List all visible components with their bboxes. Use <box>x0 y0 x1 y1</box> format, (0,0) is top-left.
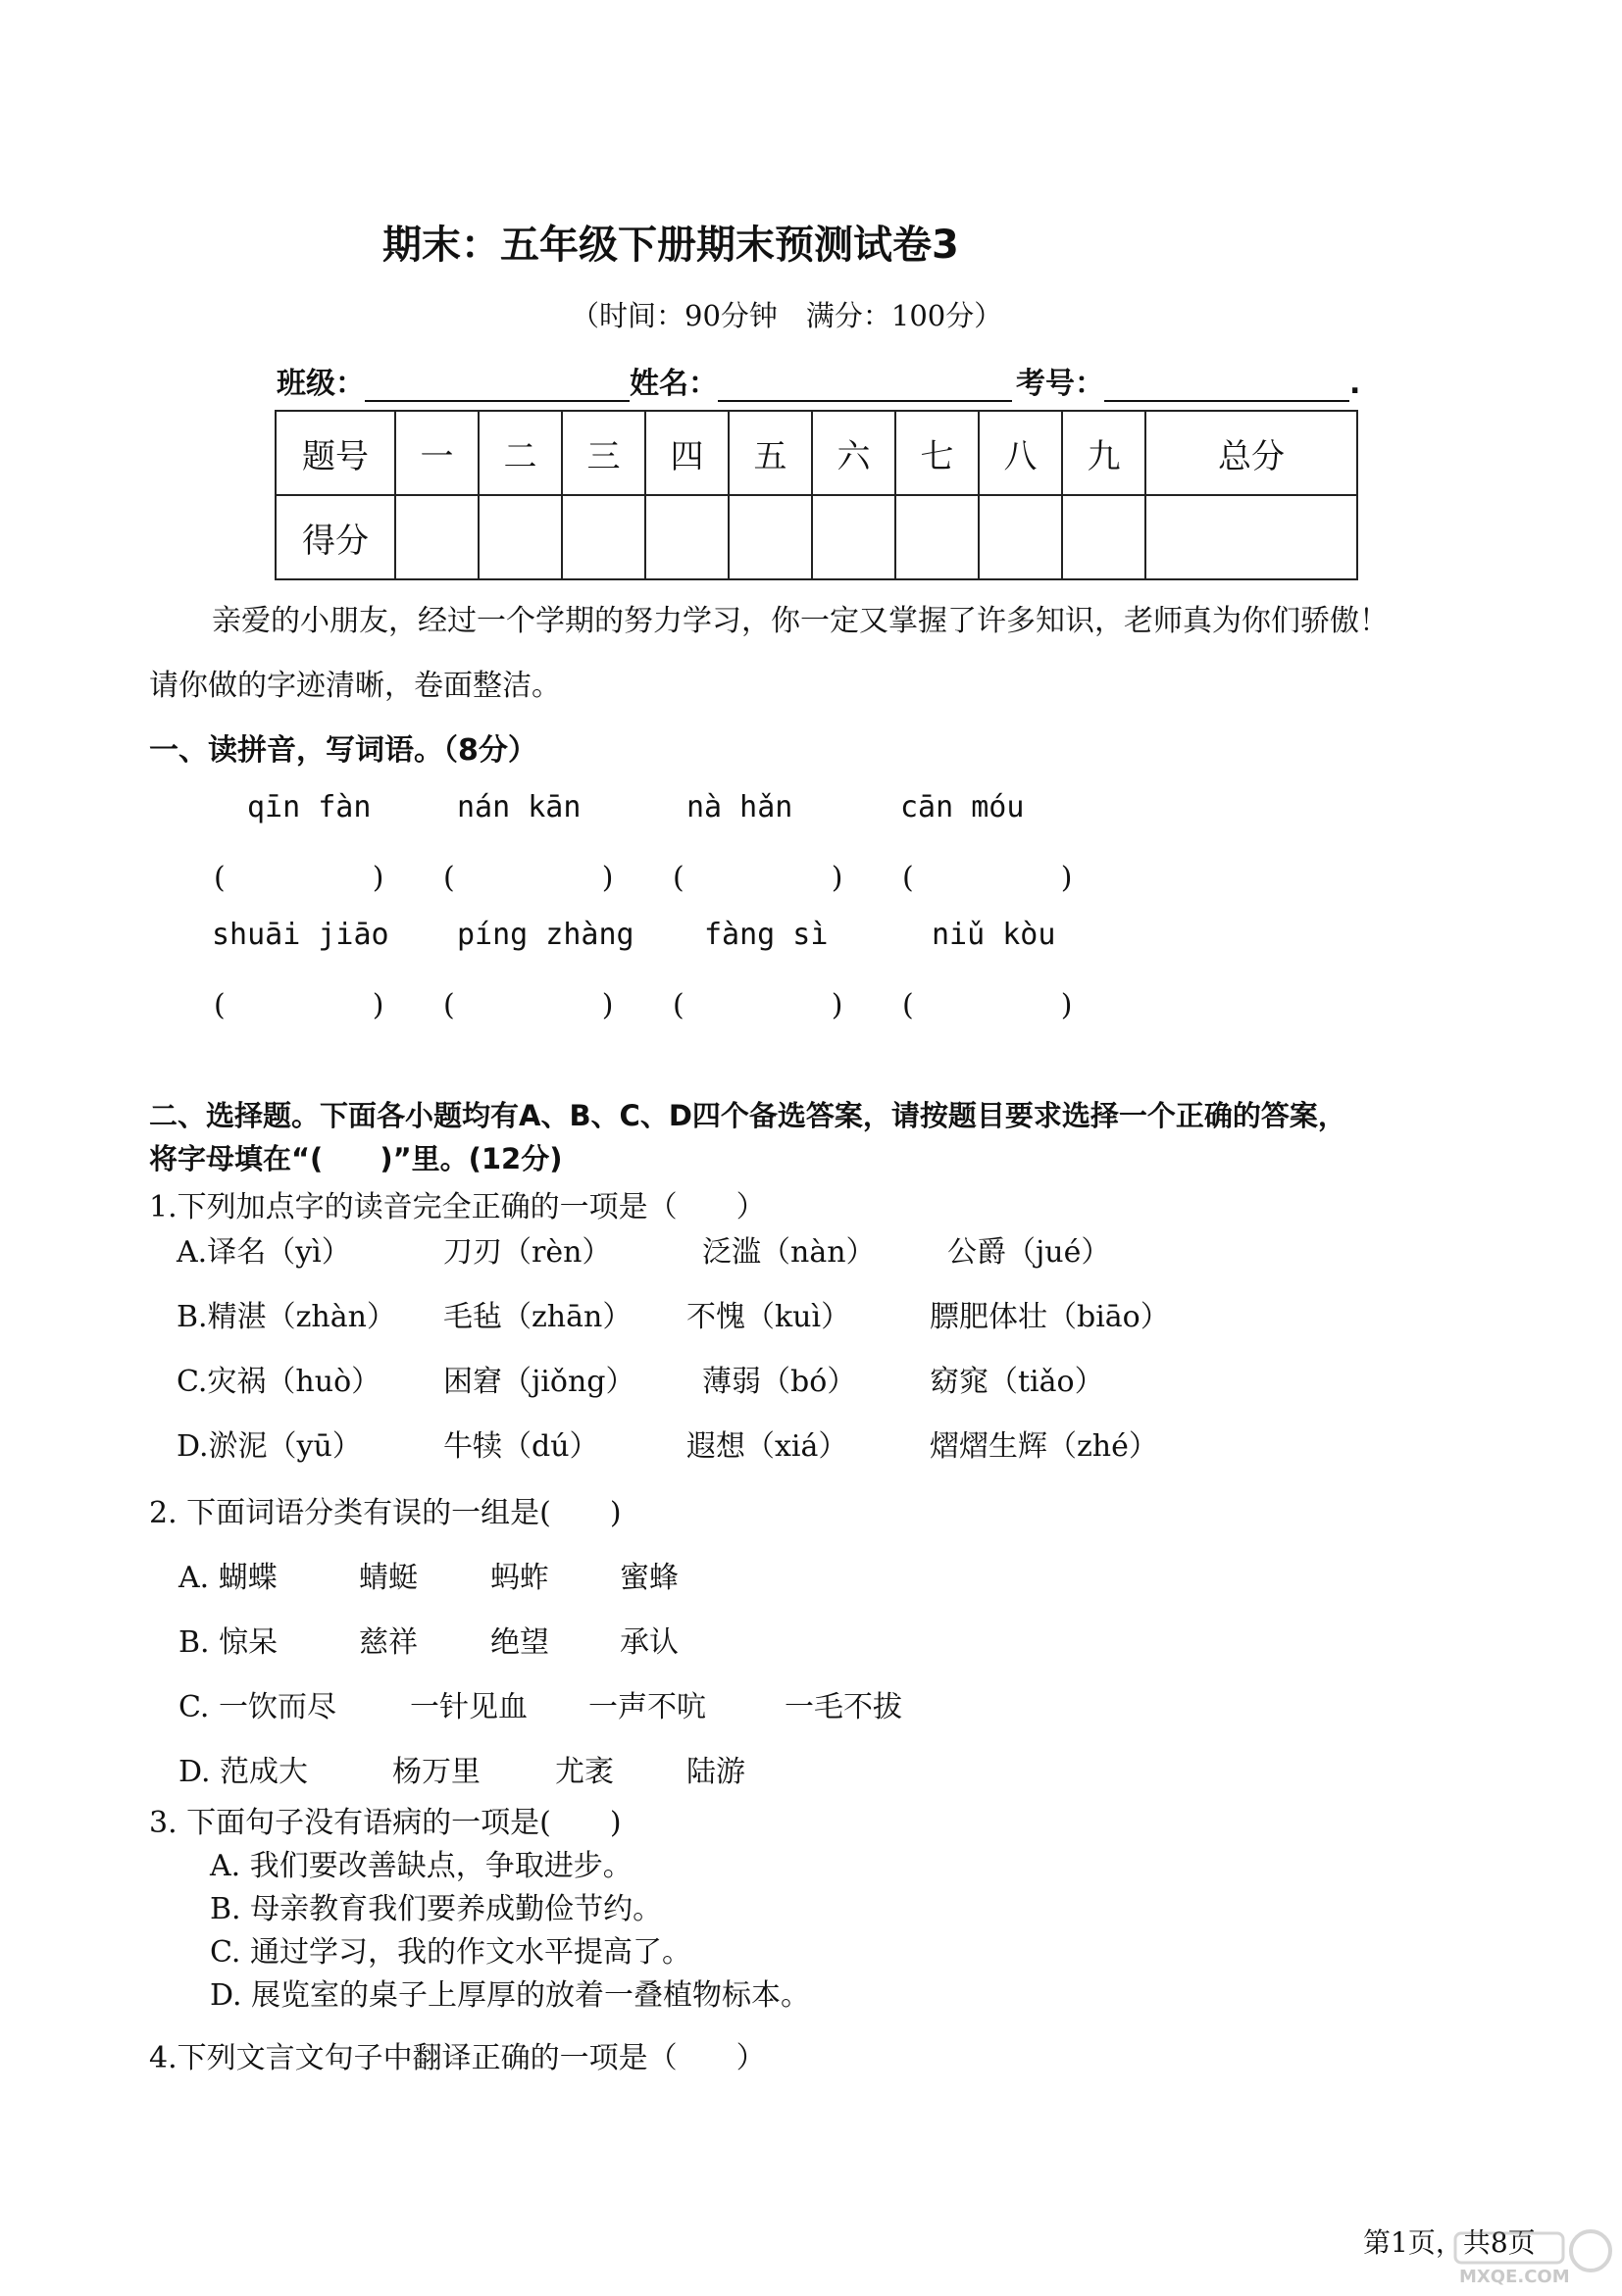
score-input-cell[interactable] <box>729 495 812 579</box>
watermark-logo <box>1451 2227 1618 2292</box>
option-word: 一毛不拔 <box>785 1690 902 1724</box>
table-cell: 八 <box>979 411 1062 495</box>
exam-id-label: 考号： <box>1016 367 1104 401</box>
answer-blank[interactable]: ( ) <box>673 988 843 1023</box>
q3-option-c[interactable]: C. 通过学习，我的作文水平提高了。 <box>210 1935 691 1970</box>
option-word: 蜜蜂 <box>620 1561 679 1595</box>
table-cell: 九 <box>1062 411 1145 495</box>
answer-blank[interactable]: ( ) <box>443 861 614 895</box>
name-label: 姓名： <box>630 367 718 401</box>
option-word: 绝望 <box>490 1625 549 1660</box>
student-info-row <box>277 359 1360 402</box>
score-table-header-row <box>276 411 1357 495</box>
option-word: 泛滥（nàn） <box>702 1235 876 1270</box>
option-word: C.灾祸（huò） <box>177 1365 381 1399</box>
section2-heading-line-1: 二、选择题。下面各小题均有A、B、C、D四个备选答案，请按题目要求选择一个正确的答案， <box>149 1099 1346 1132</box>
score-input-cell[interactable] <box>645 495 729 579</box>
option-word: 刀刃（rèn） <box>443 1235 612 1270</box>
option-word: 牛犊（dú） <box>443 1429 599 1464</box>
option-word: 毛毡（zhān） <box>443 1300 633 1334</box>
option-word: 遐想（xiá） <box>686 1429 848 1464</box>
answer-blank[interactable]: ( ) <box>902 988 1073 1023</box>
answer-blank[interactable]: ( ) <box>673 861 843 895</box>
watermark-text: MXQE.COM <box>1459 2267 1570 2287</box>
score-input-cell[interactable] <box>1145 495 1357 579</box>
pinyin: píng zhàng <box>457 918 634 952</box>
option-word: 杨万里 <box>392 1755 481 1789</box>
option-word: 蜻蜓 <box>359 1561 418 1595</box>
option-word: 一针见血 <box>410 1690 528 1724</box>
table-cell: 五 <box>729 411 812 495</box>
pinyin: shuāi jiāo <box>212 918 389 952</box>
q3-option-d[interactable]: D. 展览室的桌子上厚厚的放着一叠植物标本。 <box>210 1978 811 2013</box>
q1-option-a[interactable] <box>177 1227 351 1271</box>
answer-blank[interactable]: ( ) <box>443 988 614 1023</box>
q3-stem: 3. 下面句子没有语病的一项是( ) <box>149 1806 622 1840</box>
option-word: 不愧（kuì） <box>686 1300 851 1334</box>
table-cell: 一 <box>395 411 479 495</box>
page-number: 第1页，共8页 <box>1363 2226 1536 2259</box>
answer-blank[interactable]: ( ) <box>902 861 1073 895</box>
option-word: 尤袤 <box>555 1755 614 1789</box>
q1-option-c[interactable] <box>177 1357 380 1400</box>
pinyin: fàng sì <box>704 918 829 952</box>
option-word: A.译名（yì） <box>177 1235 351 1270</box>
option-word: 陆游 <box>686 1755 745 1789</box>
pinyin: nán kān <box>457 790 582 824</box>
q4-stem: 4.下列文言文句子中翻译正确的一项是（ ） <box>149 2041 766 2075</box>
exam-id-end: . <box>1349 367 1361 401</box>
q1-stem: 1.下列加点字的读音完全正确的一项是（ ） <box>149 1190 766 1224</box>
q2-option-d[interactable]: D. 范成大 <box>178 1755 309 1789</box>
name-field[interactable] <box>718 371 1012 402</box>
score-input-cell[interactable] <box>979 495 1062 579</box>
score-input-cell[interactable] <box>479 495 562 579</box>
option-word: D.淤泥（yū） <box>177 1429 362 1464</box>
score-input-cell[interactable] <box>562 495 645 579</box>
exam-id-field[interactable] <box>1104 371 1349 402</box>
table-cell: 三 <box>562 411 645 495</box>
pinyin: niǔ kòu <box>932 918 1056 952</box>
table-cell: 二 <box>479 411 562 495</box>
score-input-cell[interactable] <box>1062 495 1145 579</box>
table-cell: 七 <box>895 411 979 495</box>
table-cell: 题号 <box>276 411 395 495</box>
option-word: 薄弱（bó） <box>702 1365 857 1399</box>
answer-blank[interactable]: ( ) <box>214 988 384 1023</box>
intro-line-2: 请你做的字迹清晰，卷面整洁。 <box>149 669 561 703</box>
score-input-cell[interactable] <box>812 495 895 579</box>
option-word: 公爵（jué） <box>947 1235 1111 1270</box>
q1-option-d[interactable] <box>177 1422 362 1465</box>
section1-heading: 一、读拼音，写词语。（8分） <box>149 733 537 768</box>
score-input-cell[interactable] <box>895 495 979 579</box>
section2-heading-line-2: 将字母填在“( )”里。(12分) <box>149 1142 563 1175</box>
answer-blank[interactable]: ( ) <box>214 861 384 895</box>
option-word: 膘肥体壮（biāo） <box>930 1300 1170 1334</box>
table-cell: 总分 <box>1145 411 1357 495</box>
q2-stem: 2. 下面词语分类有误的一组是( ) <box>149 1496 622 1530</box>
q2-option-b[interactable]: B. 惊呆 <box>178 1625 279 1660</box>
score-input-cell[interactable] <box>395 495 479 579</box>
option-word: 蚂蚱 <box>490 1561 549 1595</box>
option-word: 困窘（jiǒng） <box>443 1365 635 1399</box>
q2-option-c[interactable]: C. 一饮而尽 <box>178 1690 336 1724</box>
pinyin: qīn fàn <box>247 790 372 824</box>
option-word: 一声不吭 <box>588 1690 706 1724</box>
score-table <box>275 410 1358 580</box>
option-word: 承认 <box>620 1625 679 1660</box>
table-cell: 六 <box>812 411 895 495</box>
option-word: 熠熠生辉（zhé） <box>930 1429 1158 1464</box>
exam-time-info: （时间：90分钟 满分：100分） <box>571 299 1003 332</box>
q1-option-b[interactable] <box>177 1292 396 1335</box>
option-word: 窈窕（tiǎo） <box>930 1365 1104 1399</box>
class-label: 班级： <box>277 367 365 401</box>
table-cell: 四 <box>645 411 729 495</box>
intro-line-1: 亲爱的小朋友，经过一个学期的努力学习，你一定又掌握了许多知识，老师真为你们骄傲！ <box>212 604 1389 638</box>
page-title: 期末：五年级下册期末预测试卷3 <box>382 223 959 268</box>
q2-option-a[interactable]: A. 蝴蝶 <box>178 1561 278 1595</box>
option-word: 慈祥 <box>359 1625 418 1660</box>
score-table-score-row <box>276 495 1357 579</box>
class-field[interactable] <box>365 371 630 402</box>
pinyin: cān móu <box>900 790 1025 824</box>
q3-option-a[interactable]: A. 我们要改善缺点，争取进步。 <box>210 1849 633 1883</box>
pinyin: nà hǎn <box>686 790 793 824</box>
option-word: B.精湛（zhàn） <box>177 1300 396 1334</box>
q3-option-b[interactable]: B. 母亲教育我们要养成勤俭节约。 <box>210 1892 663 1926</box>
table-cell: 得分 <box>276 495 395 579</box>
